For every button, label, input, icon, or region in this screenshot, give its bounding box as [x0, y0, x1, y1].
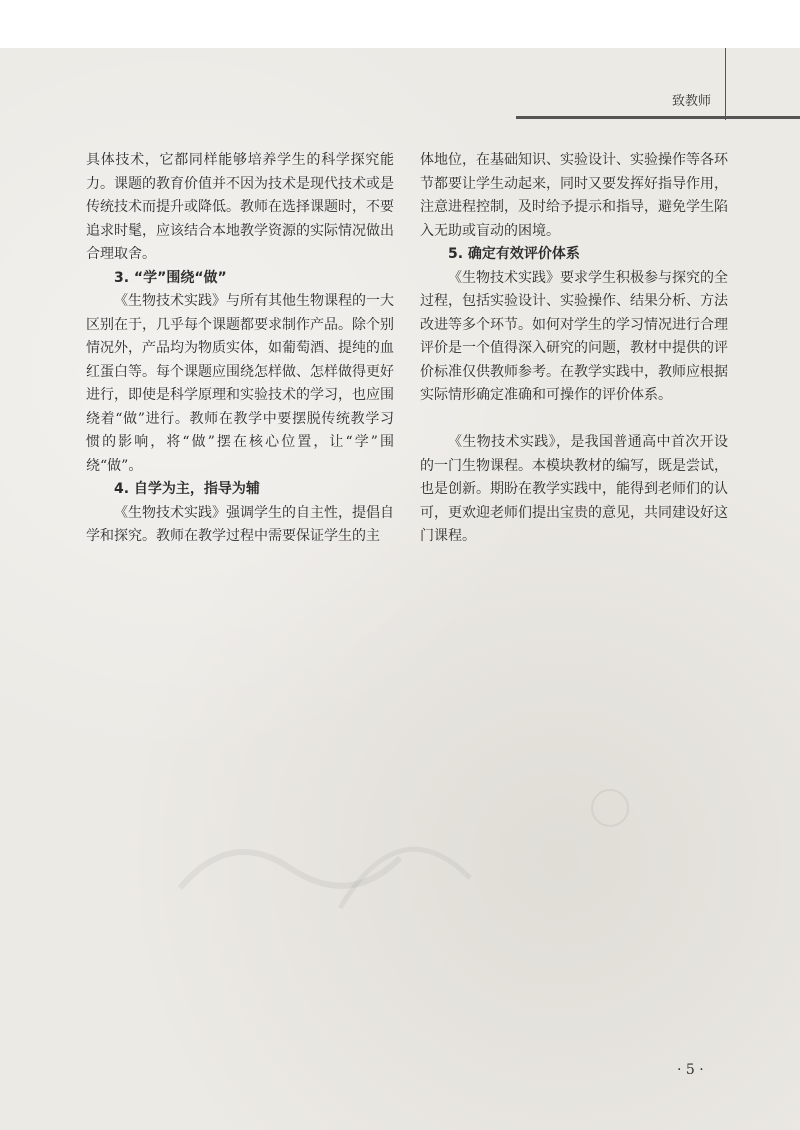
header-vertical-rule	[725, 48, 726, 120]
body-paragraph: 《生物技术实践》要求学生积极参与探究的全过程，包括实验设计、实验操作、结果分析、方法改进等多个环节。如何对学生的学习情况进行合理评价是一个值得深入研究的问题，教材中提供的评价标准仅供教师参考。在教学实践中，教师应根据实际情形确定准确和可操作的评价体系。	[420, 269, 728, 403]
paragraph-gap	[420, 408, 728, 432]
right-column	[420, 149, 728, 549]
body-paragraph: 《生物技术实践》强调学生的自主性，提倡自学和探究。教师在教学过程中需要保证学生的主	[86, 504, 394, 544]
page-number: · 5 ·	[677, 1062, 704, 1078]
section-heading: 5. 确定有效评价体系	[448, 246, 580, 262]
body-paragraph: 具体技术，它都同样能够培养学生的科学探究能力。课题的教育价值并不因为技术是现代技术或是传统技术而提升或降低。教师在选择课题时，不要追求时髦，应该结合本地教学资源的实际情况做出合理取舍。	[86, 152, 394, 262]
running-header: 致教师	[672, 94, 712, 109]
body-paragraph: 《生物技术实践》，是我国普通高中首次开设的一门生物课程。本模块教材的编写，既是尝试，也是创新。期盼在教学实践中，能得到老师们的认可，更欢迎老师们提出宝贵的意见，共同建设好这门课程。	[420, 434, 728, 544]
header-horizontal-rule	[516, 116, 800, 119]
watermark-image	[140, 768, 640, 928]
section-heading: 3. “学”围绕“做”	[114, 269, 227, 286]
left-column	[86, 149, 394, 549]
body-paragraph: 体地位，在基础知识、实验设计、实验操作等各环节都要让学生动起来，同时又要发挥好指导作用，注意进程控制，及时给予提示和指导，避免学生陷入无助或盲动的困境。	[420, 152, 728, 239]
section-heading: 4. 自学为主，指导为辅	[114, 481, 260, 497]
body-paragraph: 《生物技术实践》与所有其他生物课程的一大区别在于，几乎每个课题都要求制作产品。除个别情况外，产品均为物质实体，如葡萄酒、提纯的血红蛋白等。每个课题应围绕怎样做、怎样做得更好进行，即使是科学原理和实验技术的学习，也应围绕着“做”进行。教师在教学中要摆脱传统教学习惯的影响，将“做”摆在核心位置，让“学”围绕“做”。	[86, 293, 394, 474]
